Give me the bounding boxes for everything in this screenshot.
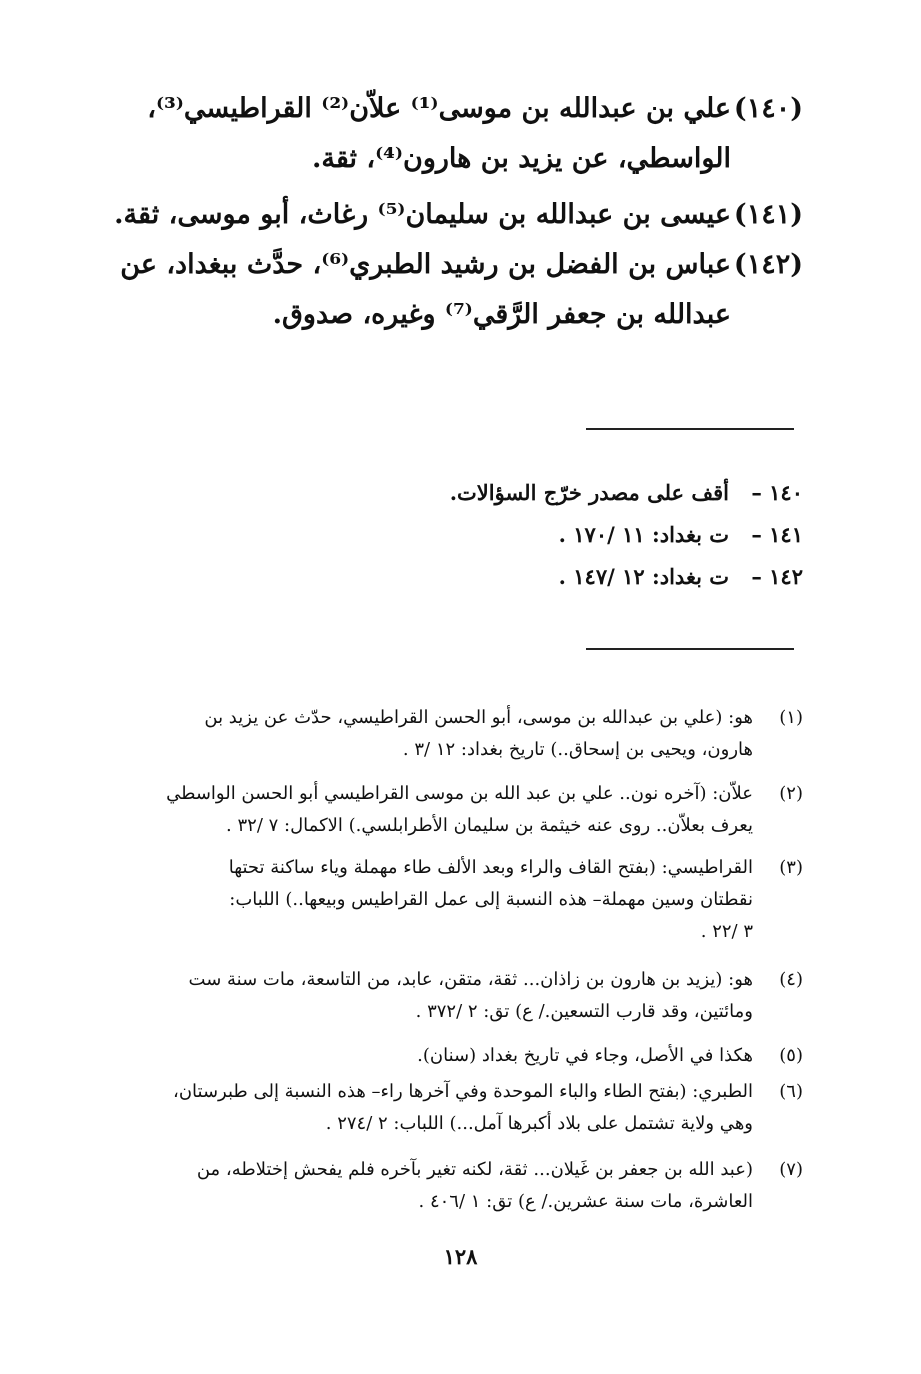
footnote-6 [103, 1076, 803, 1140]
source-line-140 [450, 472, 803, 514]
footnote-text: الطبري: (بفتح الطاء والباء الموحدة وفي آخرها راء– هذه النسبة إلى طبرستان، [173, 1081, 753, 1102]
footnote-text-continued: ٣ /٢٢ . [700, 921, 753, 942]
footnote-number: (٤) [779, 969, 803, 990]
footnote-1 [103, 702, 803, 766]
source-text: ت بغداد: ١٢ /١٤٧ . [558, 564, 729, 589]
entry-text-continued: عبدالله بن جعفر الرَّقي⁽⁷⁾ وغيره، صدوق. [272, 299, 731, 330]
footnote-number: (١) [779, 707, 803, 728]
footnote-7 [103, 1154, 803, 1218]
entry-text: عباس بن الفضل بن رشيد الطبري⁽⁶⁾، حدَّث ببغداد، عن [120, 249, 731, 280]
footnote-4 [103, 964, 803, 1028]
footnote-text-continued: هارون، ويحيى بن إسحاق..) تاريخ بغداد: ١٢ /٣ . [402, 739, 753, 760]
source-text: أقف على مصدر خرّج السؤالات. [449, 480, 729, 505]
section-divider [586, 428, 794, 430]
source-line-142 [559, 556, 803, 598]
entry-140 [83, 84, 803, 184]
footnote-number: (٣) [779, 857, 803, 878]
entry-number: (١٤١) [733, 199, 803, 230]
footnote-2 [103, 778, 803, 842]
footnote-number: (٦) [779, 1081, 803, 1102]
footnote-5 [103, 1040, 803, 1072]
source-text: ت بغداد: ١١ /١٧٠ . [558, 522, 729, 547]
footnote-text-continued: يعرف بعلاّن.. روى عنه خيثمة بن سليمان الأطرابلسي.) الاكمال: ٧ /٣٢ . [226, 815, 753, 836]
footnote-text-continued: العاشرة، مات سنة عشرين./ ع) تق: ١ /٤٠٦ . [418, 1191, 753, 1212]
footnote-text: هو: (علي بن عبدالله بن موسى، أبو الحسن القراطيسي، حدّث عن يزيد بن [204, 707, 753, 728]
footnote-text-continued: وهي ولاية تشتمل على بلاد أكبرها آمل...) اللباب: ٢ /٢٧٤ . [325, 1113, 753, 1134]
footnote-text: (عبد الله بن جعفر بن غَيلان... ثقة، لكنه تغير بآخره فلم يفحش إختلاطه، من [196, 1159, 753, 1180]
footnote-number: (٧) [779, 1159, 803, 1180]
source-number: ١٤٠ – [751, 480, 803, 505]
entry-number: (١٤٢) [733, 249, 803, 280]
entry-text: عيسى بن عبدالله بن سليمان⁽⁵⁾ رغاث، أبو موسى، ثقة. [114, 199, 731, 230]
entry-142 [83, 240, 803, 340]
footnote-text-continued: نقطتان وسين مهملة– هذه النسبة إلى عمل القراطيس وبيعها..) اللباب: [229, 889, 753, 910]
entry-text-continued: الواسطي، عن يزيد بن هارون⁽⁴⁾، ثقة. [311, 143, 731, 174]
entry-number: (١٤٠) [733, 93, 803, 124]
entry-text: علي بن عبدالله بن موسى⁽¹⁾ علاّن⁽²⁾ القراطيسي⁽³⁾، [147, 93, 731, 124]
footnote-number: (٥) [779, 1045, 803, 1066]
footnote-text: هو: (يزيد بن هارون بن زاذان... ثقة، متقن، عابد، من التاسعة، مات سنة ست [188, 969, 753, 990]
source-line-141 [559, 514, 803, 556]
page-number: ١٢٨ [443, 1244, 478, 1269]
source-number: ١٤٢ – [751, 564, 803, 589]
footnote-3 [103, 852, 803, 948]
footnote-number: (٢) [779, 783, 803, 804]
source-number: ١٤١ – [751, 522, 803, 547]
footnote-divider [586, 648, 794, 650]
footnote-text-continued: ومائتين، وقد قارب التسعين./ ع) تق: ٢ /٣٧٢ . [415, 1001, 753, 1022]
footnote-text: هكذا في الأصل، وجاء في تاريخ بغداد (سنان). [417, 1045, 753, 1066]
footnote-text: علاّن: (آخره نون.. علي بن عبد الله بن موسى القراطيسي أبو الحسن الواسطي [166, 783, 753, 804]
footnote-text: القراطيسي: (بفتح القاف والراء وبعد الألف طاء مهملة وياء ساكنة تحتها [228, 857, 753, 878]
entry-141 [83, 190, 803, 240]
